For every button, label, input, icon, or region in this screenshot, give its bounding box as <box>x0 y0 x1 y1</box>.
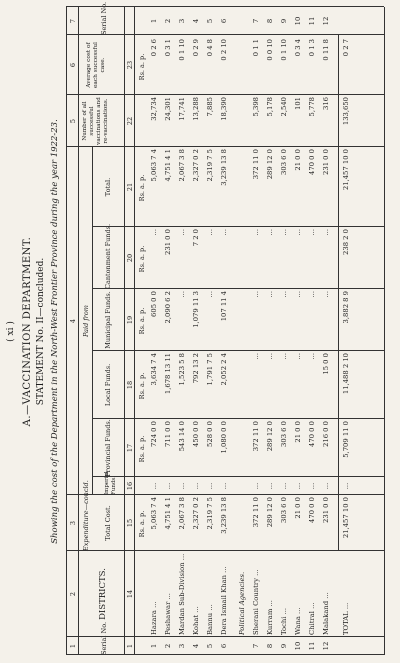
cell-local: ... <box>266 353 274 360</box>
header-local: Local Funds. <box>104 363 112 407</box>
cell-average: 0 3 1 <box>164 39 172 57</box>
cell-total: 289 12 0 <box>266 149 274 180</box>
cell-provincial: 1,080 0 0 <box>220 421 228 454</box>
subnum-rule <box>134 7 135 655</box>
colnum-7: 7 <box>69 18 77 24</box>
cell-average: 0 2 6 <box>150 39 158 57</box>
cell-imperial: ... <box>192 482 200 490</box>
cell-total: 5,063 7 4 <box>150 149 158 182</box>
unit-label: Rs. a. p. <box>138 53 146 81</box>
cell-vaccinations: 5,178 <box>266 97 274 117</box>
cell-cantonment: 231 0 0 <box>164 229 172 255</box>
vline-6 <box>92 350 384 351</box>
cell-cantonment: ... <box>322 229 330 236</box>
unit-label: Rs. a. p. <box>138 372 146 400</box>
cell-cantonment: ... <box>266 229 274 236</box>
cell-municipal: ... <box>178 291 186 298</box>
subcol-number: 21 <box>126 182 134 192</box>
cell-total-cost: 2,319 7 5 <box>206 497 214 530</box>
subcol-number: 20 <box>126 253 134 263</box>
cell-imperial: ... <box>164 482 172 490</box>
cell-imperial: ... <box>308 482 316 490</box>
cell-provincial: 303 6 0 <box>280 421 288 447</box>
cell-municipal: 2,090 6 2 <box>164 291 172 324</box>
vline-8 <box>92 226 384 227</box>
total-provincial: 5,709 11 0 <box>342 421 350 458</box>
cell-vaccinations: 17,741 <box>178 97 186 121</box>
cell-imperial: ... <box>280 482 288 490</box>
cell-cantonment: 7 2 0 <box>192 229 200 247</box>
header-provincial: Provincial Funds. <box>104 419 112 477</box>
colnum-5: 5 <box>69 118 77 124</box>
cell-total-cost: 2,067 3 8 <box>178 497 186 530</box>
cell-vaccinations: 5,398 <box>252 97 260 117</box>
cell-serial-end: 5 <box>206 18 214 24</box>
cell-vaccinations: 24,301 <box>164 97 172 121</box>
cell-average: 0 1 3 <box>308 39 316 57</box>
cell-municipal: 605 0 0 <box>150 291 158 317</box>
cell-provincial: 528 0 0 <box>206 421 214 447</box>
cell-total-cost: 303 6 0 <box>280 497 288 523</box>
subcol-number: 16 <box>126 481 134 491</box>
total-total: 21,457 10 0 <box>342 149 350 191</box>
cell-total-cost: 21 0 0 <box>294 497 302 519</box>
cell-cantonment: ... <box>178 229 186 236</box>
cell-serial-end: 2 <box>164 18 172 24</box>
cell-municipal: ... <box>294 291 302 298</box>
colnum-6: 6 <box>69 62 77 68</box>
cell-serial-end: 7 <box>252 18 260 24</box>
cell-provincial: 289 12 0 <box>266 421 274 452</box>
cell-average: 0 1 10 <box>280 39 288 61</box>
cell-district: Malakand ... <box>322 592 330 635</box>
cell-imperial: ... <box>266 482 274 490</box>
subcol-number: 17 <box>126 443 134 453</box>
unit-label: Rs. a. p. <box>138 435 146 463</box>
header-imperial: Imperial Funds. <box>104 471 117 495</box>
cell-serial: 10 <box>294 641 302 651</box>
cell-local: 2,052 2 4 <box>220 353 228 386</box>
unit-label: Rs. a. p. <box>138 510 146 538</box>
cell-district: Dera Ismail Khan ... <box>220 566 228 635</box>
cell-vaccinations: 13,288 <box>192 97 200 121</box>
cell-total: 470 0 0 <box>308 149 316 175</box>
header-cantonment: Cantonment Funds. <box>104 223 112 289</box>
cell-total-cost: 5,063 7 4 <box>150 497 158 530</box>
cell-average: 0 3 4 <box>294 39 302 57</box>
cell-serial-end: 9 <box>280 18 288 24</box>
cell-average: 0 1 10 <box>178 39 186 61</box>
cell-local: ... <box>252 353 260 360</box>
cell-total-cost: 4,751 4 1 <box>164 497 172 530</box>
cell-imperial: ... <box>206 482 214 490</box>
cell-serial: 5 <box>206 643 214 649</box>
cell-local: 3,634 7 4 <box>150 353 158 386</box>
subcol-number: 14 <box>126 589 134 599</box>
cell-imperial: ... <box>322 482 330 490</box>
cell-district: Kurram ... <box>266 600 274 635</box>
vline-10 <box>66 94 384 95</box>
cell-total-cost: 372 11 0 <box>252 497 260 528</box>
cell-total: 231 0 0 <box>322 149 330 175</box>
cell-serial: 9 <box>280 643 288 649</box>
header-total: Total. <box>104 177 112 197</box>
colnum-rule <box>78 7 79 655</box>
cell-district: Chitral ... <box>308 602 316 635</box>
cell-district: Sherani Country ... <box>252 569 260 635</box>
cell-imperial: ... <box>252 482 260 490</box>
cell-serial: 12 <box>322 641 330 651</box>
cell-provincial: 372 11 0 <box>252 421 260 452</box>
cell-imperial: ... <box>150 482 158 490</box>
colnum-3: 3 <box>69 520 77 526</box>
cell-imperial: ... <box>294 482 302 490</box>
cell-serial-end: 8 <box>266 18 274 24</box>
cell-serial-end: 6 <box>220 18 228 24</box>
total-rule <box>338 35 339 551</box>
cell-provincial: 543 14 0 <box>178 421 186 452</box>
vline-right <box>66 6 384 7</box>
total-municipal: 3,882 8 9 <box>342 291 350 324</box>
subcol-number: 18 <box>126 380 134 390</box>
cell-provincial: 724 0 0 <box>150 421 158 447</box>
cell-serial: 2 <box>164 643 172 649</box>
header-serial-end: Serial No. <box>100 1 108 35</box>
total-average: 0 2 7 <box>342 39 350 57</box>
cell-vaccinations: 18,390 <box>220 97 228 121</box>
subcol-number: 15 <box>126 518 134 528</box>
cell-serial: 6 <box>220 643 228 649</box>
header-average: Average cost of each successful case. <box>86 41 106 89</box>
header-expenditure: Expenditure—concld. <box>82 480 90 551</box>
cell-district: Wana ... <box>294 607 302 635</box>
cell-total: 2,327 0 2 <box>192 149 200 182</box>
vline-1 <box>66 636 384 637</box>
total-local: 11,488 2 10 <box>342 353 350 395</box>
cell-serial: 11 <box>308 641 316 651</box>
cell-average: 0 0 10 <box>266 39 274 61</box>
cell-serial: 1 <box>150 643 158 649</box>
vline-2 <box>66 550 384 551</box>
cell-total: 2,319 7 5 <box>206 149 214 182</box>
cell-local: 792 13 2 <box>192 353 200 384</box>
unit-label: Rs. a. p. <box>138 307 146 335</box>
cell-vaccinations: 7,885 <box>206 97 214 117</box>
header-vaccinations: Number of all successful vaccinations and re-vaccinations. <box>82 97 109 145</box>
cell-vaccinations: 2,540 <box>280 97 288 117</box>
cell-total: 303 6 0 <box>280 149 288 175</box>
header-total-cost: Total Cost. <box>104 505 112 541</box>
cell-district: Hazara ... <box>150 601 158 635</box>
vline-11 <box>66 34 384 35</box>
header-municipal: Municipal Funds. <box>104 291 112 349</box>
cell-total: 4,751 4 1 <box>164 149 172 182</box>
cell-average: 0 4 8 <box>206 39 214 57</box>
subcol-number: 19 <box>126 315 134 325</box>
total-total-cost: 21,457 10 0 <box>342 497 350 539</box>
cell-municipal: ... <box>206 291 214 298</box>
cell-cantonment: ... <box>280 229 288 236</box>
cell-serial: 4 <box>192 643 200 649</box>
cell-local: ... <box>280 353 288 360</box>
department-title: A.—VACCINATION DEPARTMENT. <box>22 236 33 427</box>
cell-provincial: 470 0 0 <box>308 421 316 447</box>
cell-total-cost: 2,327 0 2 <box>192 497 200 530</box>
cell-municipal: ... <box>322 291 330 298</box>
cell-cantonment: ... <box>206 229 214 236</box>
cell-local: 15 0 0 <box>322 353 330 375</box>
cell-local: 1,678 13 11 <box>164 353 172 395</box>
cell-total: 21 0 0 <box>294 149 302 171</box>
cell-provincial: 216 0 0 <box>322 421 330 447</box>
cell-cantonment: ... <box>294 229 302 236</box>
cell-average: 0 1 1 <box>252 39 260 57</box>
vline-9 <box>66 146 384 147</box>
header-bottom-rule <box>124 7 125 655</box>
cell-serial-end: 11 <box>308 16 316 26</box>
cell-average: 0 2 9 <box>192 39 200 57</box>
cell-serial-end: 10 <box>294 16 302 26</box>
cell-local: 1,791 7 5 <box>206 353 214 386</box>
cell-district: Tochi ... <box>280 607 288 635</box>
political-heading: Political Agencies. <box>238 571 246 635</box>
cell-municipal: 107 11 4 <box>220 291 228 322</box>
cell-total-cost: 231 0 0 <box>322 497 330 523</box>
cell-district: Bannu ... <box>206 604 214 635</box>
statement-subtitle: Showing the cost of the Department in the North-West Frontier Province during the year 1922-23. <box>50 119 60 544</box>
header-serial: Serial No. <box>100 621 108 655</box>
total-imperial: ... <box>342 482 350 490</box>
statement-title: STATEMENT No. II—concluded. <box>36 257 46 406</box>
cell-vaccinations: 316 <box>322 97 330 110</box>
cell-municipal: 1,079 11 3 <box>192 291 200 328</box>
table-bottom-rule <box>384 7 385 655</box>
table-top-rule <box>66 7 67 655</box>
cell-total-cost: 470 0 0 <box>308 497 316 523</box>
header-paid-from: Paid from <box>82 305 90 337</box>
total-vaccinations: 133,650 <box>342 97 350 126</box>
cell-imperial: ... <box>178 482 186 490</box>
cell-average: 0 11 8 <box>322 39 330 61</box>
page-number: ( xi ) <box>6 321 16 342</box>
cell-local: 1,523 5 8 <box>178 353 186 386</box>
cell-district: Mardan Sub-Division ... <box>178 553 186 635</box>
cell-cantonment: ... <box>252 229 260 236</box>
cell-vaccinations: 5,778 <box>308 97 316 117</box>
cell-serial-end: 3 <box>178 18 186 24</box>
vline-7 <box>92 288 384 289</box>
cell-local: ... <box>308 353 316 360</box>
cell-serial-end: 4 <box>192 18 200 24</box>
cell-cantonment: ... <box>220 229 228 236</box>
colnum-4: 4 <box>69 318 77 324</box>
cell-provincial: 450 0 0 <box>192 421 200 447</box>
cell-municipal: ... <box>252 291 260 298</box>
subcol-number: 1 <box>126 643 134 649</box>
cell-serial-end: 12 <box>322 16 330 26</box>
cell-vaccinations: 32,734 <box>150 97 158 121</box>
vline-3 <box>66 494 384 495</box>
cell-municipal: ... <box>280 291 288 298</box>
total-cantonment: 238 2 0 <box>342 229 350 255</box>
unit-label: Rs. a. p. <box>138 245 146 273</box>
colnum-2: 2 <box>69 591 77 597</box>
total-label: TOTAL ... <box>342 602 350 635</box>
cell-provincial: 711 0 0 <box>164 421 172 447</box>
cell-total-cost: 289 12 0 <box>266 497 274 528</box>
cell-cantonment: ... <box>308 229 316 236</box>
cell-serial: 8 <box>266 643 274 649</box>
subcol-number: 22 <box>126 116 134 126</box>
cell-total-cost: 3,239 13 8 <box>220 497 228 534</box>
cell-local: ... <box>294 353 302 360</box>
cell-total: 2,067 3 8 <box>178 149 186 182</box>
cell-serial: 7 <box>252 643 260 649</box>
cell-municipal: ... <box>308 291 316 298</box>
cell-imperial: ... <box>220 482 228 490</box>
cell-vaccinations: 101 <box>294 97 302 110</box>
cell-district: Peshawar ... <box>164 593 172 635</box>
cell-serial: 3 <box>178 643 186 649</box>
header-districts: DISTRICTS. <box>98 568 108 620</box>
colnum-1: 1 <box>69 643 77 649</box>
cell-cantonment: ... <box>150 229 158 236</box>
subcol-number: 23 <box>126 60 134 70</box>
vline-left <box>66 654 384 655</box>
paid-from-rule <box>92 147 93 495</box>
cell-total: 372 11 0 <box>252 149 260 180</box>
vline-4 <box>92 476 384 477</box>
cell-average: 0 2 10 <box>220 39 228 61</box>
cell-provincial: 21 0 0 <box>294 421 302 443</box>
unit-label: Rs. a. p. <box>138 174 146 202</box>
cell-municipal: ... <box>266 291 274 298</box>
cell-serial-end: 1 <box>150 18 158 24</box>
cell-district: Kohat ... <box>192 606 200 635</box>
cell-total: 3,239 13 8 <box>220 149 228 186</box>
vline-5 <box>92 418 384 419</box>
